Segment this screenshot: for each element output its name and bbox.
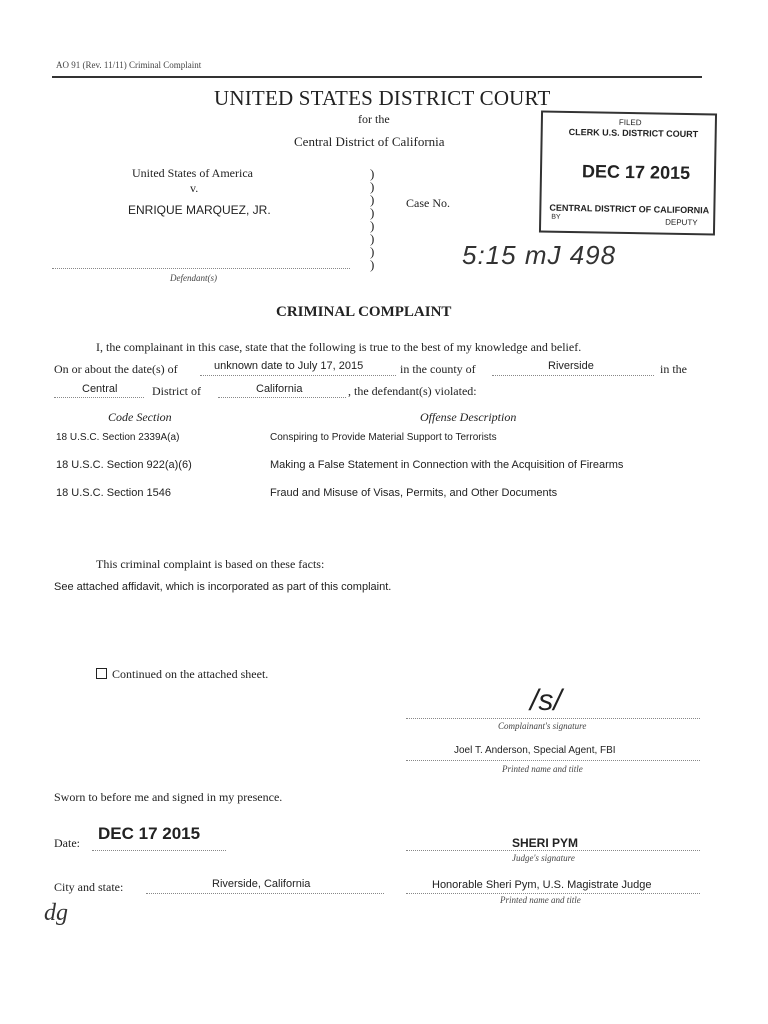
stamp-deputy: DEPUTY	[665, 217, 698, 228]
complainant-name-label: Printed name and title	[502, 764, 583, 774]
date-value: unknown date to July 17, 2015	[214, 360, 364, 372]
stamp-district: CENTRAL DISTRICT OF CALIFORNIA	[549, 202, 710, 216]
desc-row-2: Making a False Statement in Connection with the Acquisition of Firearms	[270, 459, 624, 471]
code-row-1: 18 U.S.C. Section 2339A(a)	[56, 432, 180, 443]
stamp-date: DEC 17 2015	[581, 161, 691, 184]
state-value: California	[256, 383, 303, 395]
complaint-title: CRIMINAL COMPLAINT	[276, 304, 452, 320]
county-value: Riverside	[548, 360, 594, 372]
date-signed: DEC 17 2015	[98, 824, 201, 843]
case-no-label: Case No.	[406, 196, 450, 210]
filed-stamp	[539, 110, 717, 235]
city-value: Riverside, California	[212, 878, 311, 890]
judge-sig-line	[406, 850, 700, 851]
code-row-2: 18 U.S.C. Section 922(a)(6)	[56, 459, 192, 471]
continued-row	[96, 667, 268, 682]
complainant-name-line	[406, 760, 700, 761]
for-the: for the	[358, 112, 390, 126]
sworn-statement: Sworn to before me and signed in my presence.	[54, 790, 283, 804]
judge-signature: SHERI PYM	[512, 836, 579, 850]
stamp-filed: FILED	[618, 117, 642, 128]
stamp-clerk: CLERK U.S. DISTRICT COURT	[568, 126, 699, 140]
city-line	[146, 893, 384, 894]
continued-label: Continued on the attached sheet.	[112, 667, 269, 681]
date-prefix: On or about the date(s) of	[54, 362, 178, 376]
continued-checkbox[interactable]	[96, 668, 107, 679]
plaintiff: United States of America	[132, 166, 253, 180]
district-value-line	[54, 397, 144, 398]
state-line	[218, 397, 346, 398]
code-row-3: 18 U.S.C. Section 1546	[56, 487, 171, 499]
defendant-line	[52, 268, 350, 269]
judge-name-line	[406, 893, 700, 894]
date-line-sig	[92, 850, 226, 851]
district-value: Central	[82, 383, 118, 395]
handwritten-initials: dg	[44, 900, 68, 926]
judge-sig-label: Judge's signature	[512, 853, 575, 863]
desc-header: Offense Description	[420, 410, 517, 424]
complainant-sig-line	[406, 718, 700, 719]
form-id: AO 91 (Rev. 11/11) Criminal Complaint	[56, 60, 202, 70]
date-label: Date:	[54, 836, 80, 850]
defendant-label: Defendant(s)	[170, 273, 217, 283]
county-line	[492, 375, 654, 376]
caption-parens: ) ) ) ) ) ) ) )	[370, 166, 375, 272]
court-district: Central District of California	[294, 134, 445, 149]
judge-name: Honorable Sheri Pym, U.S. Magistrate Judge	[432, 879, 652, 891]
district-of: District of	[152, 384, 201, 398]
complainant-signature: /s/	[530, 684, 562, 717]
code-header: Code Section	[108, 410, 172, 424]
complainant-name: Joel T. Anderson, Special Agent, FBI	[454, 745, 616, 756]
violated: , the defendant(s) violated:	[348, 384, 477, 398]
desc-row-1: Conspiring to Provide Material Support to Terrorists	[270, 432, 497, 443]
defendant-name: ENRIQUE MARQUEZ, JR.	[128, 203, 271, 217]
complaint-intro: I, the complainant in this case, state that the following is true to the best of my knowledge and belief.	[96, 340, 582, 354]
case-number: 5:15 mJ 498	[462, 240, 617, 270]
facts-text: See attached affidavit, which is incorporated as part of this complaint.	[54, 581, 392, 593]
judge-name-label: Printed name and title	[500, 895, 581, 905]
city-label: City and state:	[54, 880, 124, 894]
versus: v.	[190, 181, 199, 195]
in-the: in the	[660, 362, 687, 376]
desc-row-3: Fraud and Misuse of Visas, Permits, and Other Documents	[270, 487, 558, 499]
date-line	[200, 375, 396, 376]
court-title: UNITED STATES DISTRICT COURT	[214, 86, 551, 110]
county-prefix: in the county of	[400, 362, 476, 376]
header-rule	[52, 76, 702, 78]
facts-intro: This criminal complaint is based on these facts:	[96, 557, 325, 571]
complainant-sig-label: Complainant's signature	[498, 721, 587, 731]
stamp-by: BY	[551, 213, 561, 221]
